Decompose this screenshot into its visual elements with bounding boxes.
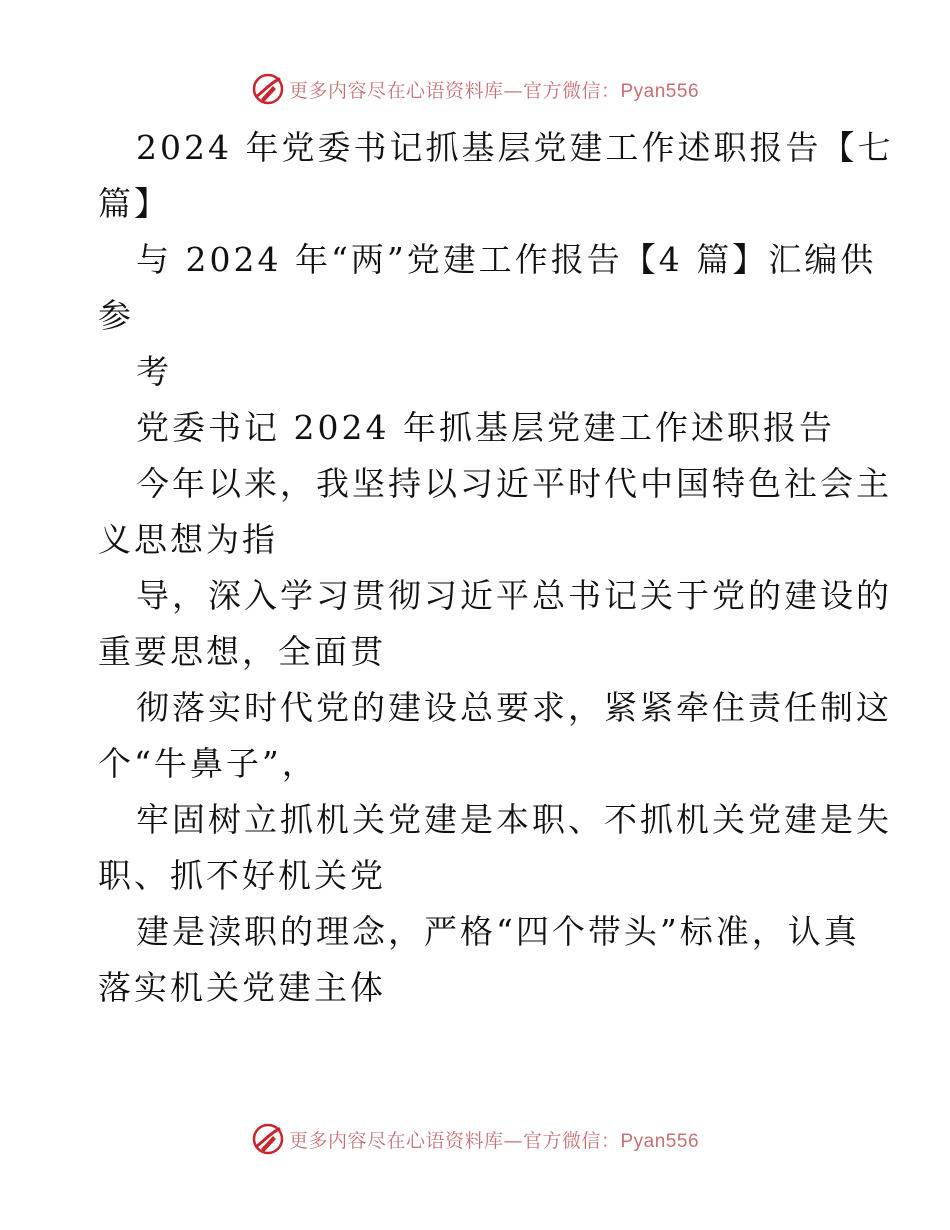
pen-logo-icon bbox=[251, 1122, 285, 1156]
banner-site-text: 更多内容尽在心语资料库 bbox=[288, 79, 504, 102]
banner-wechat-id: Pyan556 bbox=[620, 1130, 700, 1152]
banner-dash: — bbox=[503, 1129, 523, 1152]
paragraph-line: 牢固树立抓机关党建是本职、不抓机关党建是失 bbox=[136, 800, 892, 839]
banner-wechat-id: Pyan556 bbox=[620, 80, 700, 102]
doc-subtitle-line-1: 与 2024 年“两”党建工作报告【4 篇】汇编供 bbox=[136, 240, 877, 279]
paragraph-line: 义思想为指 bbox=[98, 520, 278, 559]
banner-dash: — bbox=[503, 79, 523, 102]
doc-subtitle-line-2: 参 bbox=[98, 296, 134, 335]
banner-wechat-label: 官方微信： bbox=[522, 1129, 621, 1152]
paragraph-line: 建是渎职的理念，严格“四个带头”标准，认真 bbox=[136, 912, 860, 951]
footer-watermark-banner bbox=[0, 1122, 950, 1156]
doc-title-line-1: 2024 年党委书记抓基层党建工作述职报告【七 bbox=[136, 128, 894, 167]
doc-title-line-2: 篇】 bbox=[98, 184, 170, 223]
paragraph-line: 彻落实时代党的建设总要求，紧紧牵住责任制这 bbox=[136, 688, 892, 727]
paragraph-line: 今年以来，我坚持以习近平时代中国特色社会主 bbox=[136, 464, 892, 503]
section-heading: 党委书记 2024 年抓基层党建工作述职报告 bbox=[136, 408, 835, 447]
document-body bbox=[98, 120, 894, 1016]
paragraph-line: 落实机关党建主体 bbox=[98, 968, 386, 1007]
doc-subtitle-line-3: 考 bbox=[136, 352, 172, 391]
header-watermark-banner bbox=[0, 72, 950, 106]
paragraph-line: 个“牛鼻子”， bbox=[98, 744, 318, 783]
paragraph-line: 导，深入学习贯彻习近平总书记关于党的建设的 bbox=[136, 576, 892, 615]
banner-site-text: 更多内容尽在心语资料库 bbox=[288, 1129, 504, 1152]
paragraph-line: 重要思想，全面贯 bbox=[98, 632, 386, 671]
paragraph-line: 职、抓不好机关党 bbox=[98, 856, 386, 895]
banner-wechat-label: 官方微信： bbox=[522, 79, 621, 102]
pen-logo-icon bbox=[251, 72, 285, 106]
